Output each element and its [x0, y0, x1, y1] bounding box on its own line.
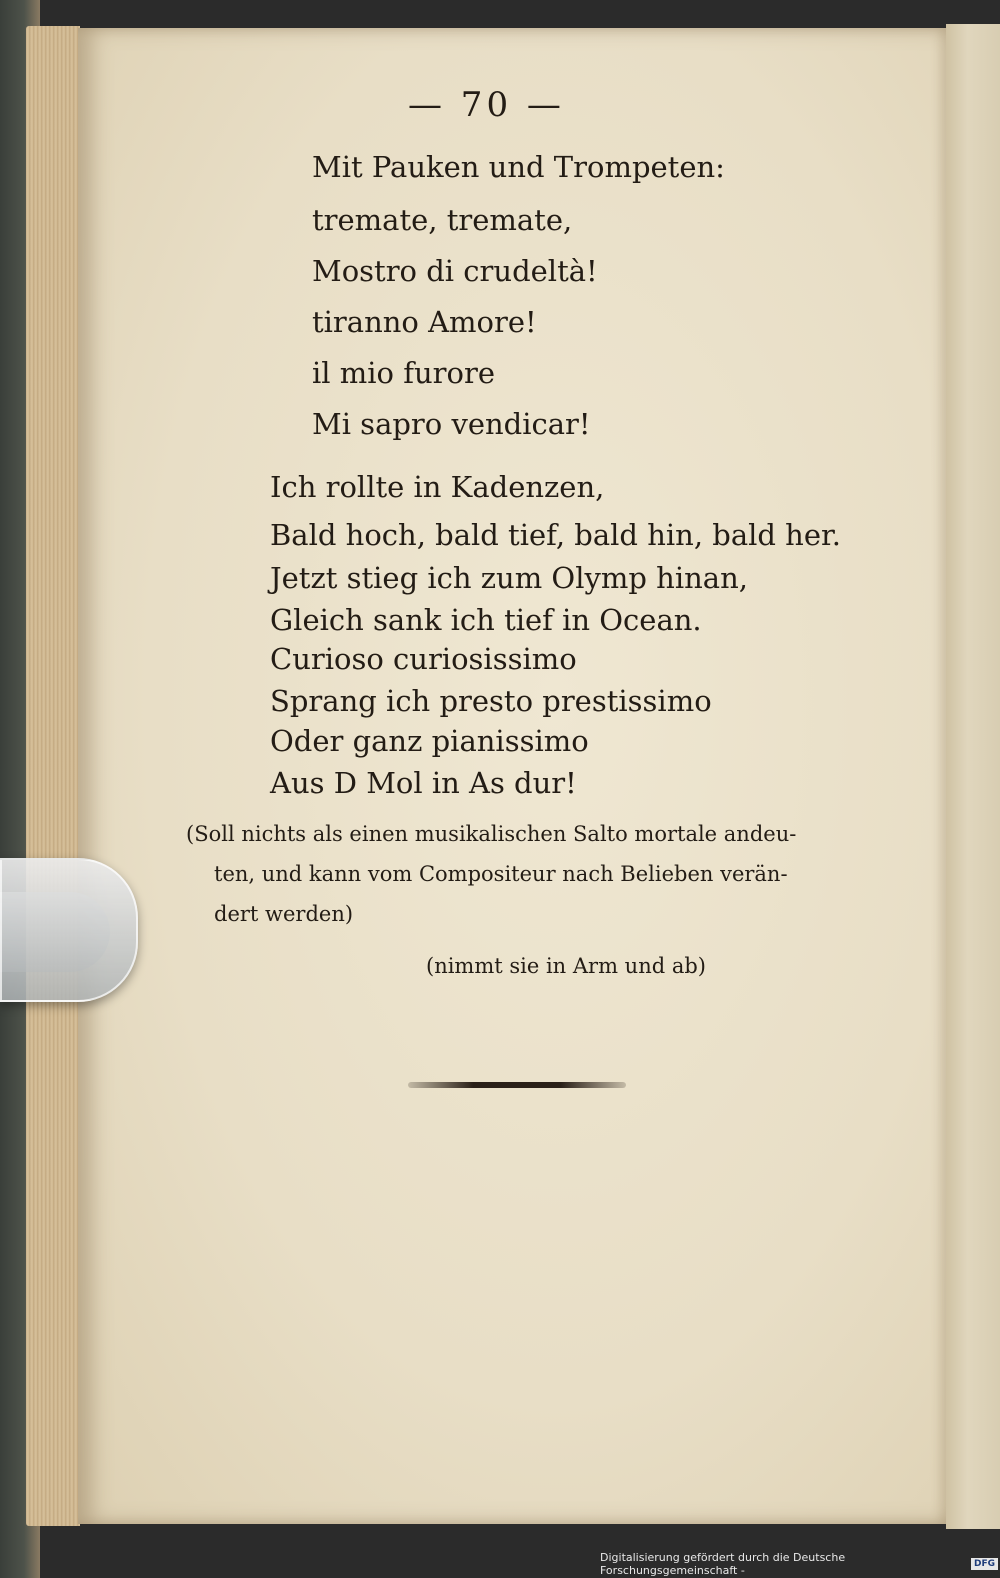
- verse-line: il mio furore: [312, 356, 495, 390]
- digitization-credit: [600, 1553, 998, 1575]
- page-edges: [26, 26, 80, 1526]
- verse-line: tremate, tremate,: [312, 203, 573, 237]
- verse-line: Mit Pauken und Trompeten:: [312, 150, 725, 184]
- verse-line: Aus D Mol in As dur!: [270, 766, 577, 800]
- stage-note-line: ten, und kann vom Compositeur nach Belieben verän-: [214, 862, 788, 886]
- stage-note-line: dert werden): [214, 902, 354, 926]
- page-number: — 70 —: [408, 85, 565, 125]
- verse-line: tiranno Amore!: [312, 305, 537, 339]
- verse-line: Oder ganz pianissimo: [270, 724, 589, 758]
- credit-text: Digitalisierung gefördert durch die Deutsche Forschungsgemeinschaft -: [600, 1551, 846, 1577]
- verse-line: Ich rollte in Kadenzen,: [270, 470, 605, 504]
- page-clip: [0, 858, 138, 1002]
- verse-line: Mi sapro vendicar!: [312, 407, 591, 441]
- verse-line: Bald hoch, bald tief, bald hin, bald her.: [270, 518, 841, 552]
- verse-line: Curioso curiosissimo: [270, 642, 577, 676]
- facing-page: [946, 24, 1000, 1529]
- stage-direction: (nimmt sie in Arm und ab): [426, 954, 707, 978]
- verse-line: Sprang ich presto prestissimo: [270, 684, 712, 718]
- end-rule: [408, 1082, 626, 1088]
- verse-line: Jetzt stieg ich zum Olymp hinan,: [270, 561, 748, 595]
- dfg-logo: DFG: [971, 1558, 998, 1570]
- verse-line: Gleich sank ich tief in Ocean.: [270, 603, 702, 637]
- stage-note-line: (Soll nichts als einen musikalischen Salto mortale andeu-: [186, 822, 797, 846]
- verse-line: Mostro di crudeltà!: [312, 254, 598, 288]
